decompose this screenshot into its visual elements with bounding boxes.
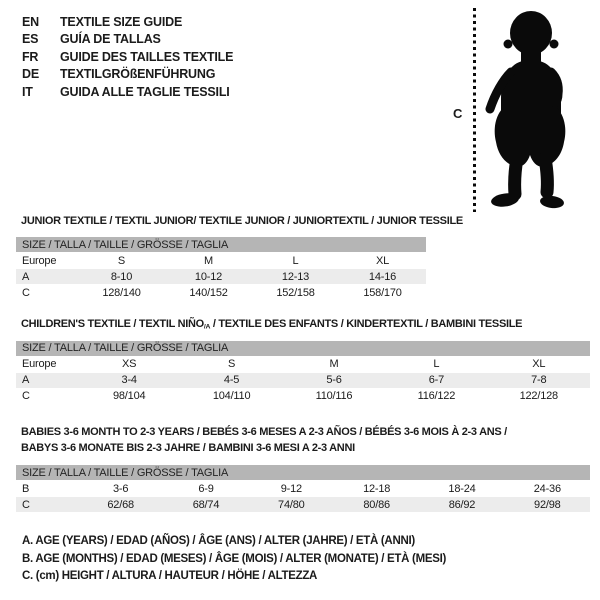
cell: M [283,356,385,372]
children-size-table [16,341,590,405]
children-table-section [16,318,590,405]
size-band-row [16,341,590,357]
cell: 18-24 [419,481,504,497]
table-row [16,388,590,404]
cell: 80/86 [334,497,419,513]
cell: S [78,253,165,269]
table-row [16,285,426,301]
cell: 68/74 [163,497,248,513]
cell: 14-16 [339,269,426,285]
cell: 8-10 [78,269,165,285]
row-label: B [16,481,78,497]
cell: 92/98 [505,497,590,513]
title-text: CHILDREN'S TEXTILE / TEXTIL NIÑO [21,318,204,330]
cell: 24-36 [505,481,590,497]
junior-table-title: JUNIOR TEXTILE / TEXTIL JUNIOR/ TEXTILE JUNIOR / JUNIORTEXTIL / JUNIOR TESSILE [21,215,463,227]
size-band-label: SIZE / TALLA / TAILLE / GRÖSSE / TAGLIA [16,465,590,481]
cell: L [252,253,339,269]
cell: 4-5 [180,372,282,388]
language-row-de [22,66,233,84]
cell: L [385,356,487,372]
footnote-b: B. AGE (MONTHS) / EDAD (MESES) / ÂGE (MOIS) / ALTER (MONATE) / ETÀ (MESI) [22,552,447,565]
row-label: A [16,269,78,285]
title-text: / TEXTILE DES ENFANTS / KINDERTEXTIL / BAMBINI TESSILE [210,318,523,330]
children-table-title [21,318,590,331]
cell: M [165,253,252,269]
footnotes [22,533,446,586]
cell: 10-12 [165,269,252,285]
language-row-fr [22,48,233,66]
language-list [22,13,233,101]
title-line-2: BABYS 3-6 MONATE BIS 2-3 JAHRE / BAMBINI 3-6 MESI A 2-3 ANNI [21,441,355,454]
cell: 104/110 [180,388,282,404]
language-code: DE [22,67,39,82]
cell: 12-13 [252,269,339,285]
language-row-en [22,13,233,31]
cell: 74/80 [249,497,334,513]
size-band-label: SIZE / TALLA / TAILLE / GRÖSSE / TAGLIA [16,237,426,253]
language-row-es [22,31,233,49]
cell: 122/128 [488,388,590,404]
title-subscript: /A [203,323,211,331]
cell: 3-6 [78,481,163,497]
cell: XL [488,356,590,372]
row-label: Europe [16,356,78,372]
height-dashed-line [473,8,476,212]
cell: 62/68 [78,497,163,513]
row-label: Europe [16,253,78,269]
size-band-row [16,465,590,481]
cell: S [180,356,282,372]
table-row [16,372,590,388]
cell: 7-8 [488,372,590,388]
language-code: ES [22,32,39,47]
cell: 110/116 [283,388,385,404]
language-title: GUIDE DES TAILLES TEXTILE [60,49,234,64]
cell: 6-9 [163,481,248,497]
cell: 3-4 [78,372,180,388]
cell: 116/122 [385,388,487,404]
junior-table-section [16,215,463,301]
babies-table-section [16,425,590,513]
junior-size-table [16,237,426,301]
cell: XS [78,356,180,372]
cell: 86/92 [419,497,504,513]
size-band-row [16,237,426,253]
toddler-silhouette [483,8,573,210]
row-label: C [16,388,78,404]
table-row [16,481,590,497]
language-row-it [22,83,233,101]
language-title: TEXTILE SIZE GUIDE [60,14,183,29]
cell: 158/170 [339,285,426,301]
babies-table-title [21,425,590,456]
language-title: TEXTILGRÖßENFÜHRUNG [60,67,216,82]
cell: 12-18 [334,481,419,497]
table-row [16,253,426,269]
language-code: EN [22,14,39,29]
footnote-a: A. AGE (YEARS) / EDAD (AÑOS) / ÂGE (ANS) / ALTER (JAHRE) / ETÀ (ANNI) [22,535,415,547]
table-row [16,497,590,513]
language-title: GUÍA DE TALLAS [60,32,161,47]
table-row [16,269,426,285]
cell: 128/140 [78,285,165,301]
language-code: IT [22,84,33,99]
table-row [16,356,590,372]
babies-size-table [16,465,590,513]
language-code: FR [22,49,39,64]
row-label: C [16,285,78,301]
row-label: A [16,372,78,388]
title-line-1: BABIES 3-6 MONTH TO 2-3 YEARS / BEBÉS 3-6 MESES A 2-3 AÑOS / BÉBÉS 3-6 MOIS À 2-3 ANS / [21,426,507,438]
cell: 98/104 [78,388,180,404]
cell: 152/158 [252,285,339,301]
cell: 9-12 [249,481,334,497]
language-title: GUIDA ALLE TAGLIE TESSILI [60,84,230,99]
row-label: C [16,497,78,513]
footnote-c: C. (cm) HEIGHT / ALTURA / HAUTEUR / HÖHE / ALTEZZA [22,570,318,582]
cell: 6-7 [385,372,487,388]
height-measure-label: C [453,106,463,121]
cell: 140/152 [165,285,252,301]
size-band-label: SIZE / TALLA / TAILLE / GRÖSSE / TAGLIA [16,341,590,357]
cell: XL [339,253,426,269]
cell: 5-6 [283,372,385,388]
